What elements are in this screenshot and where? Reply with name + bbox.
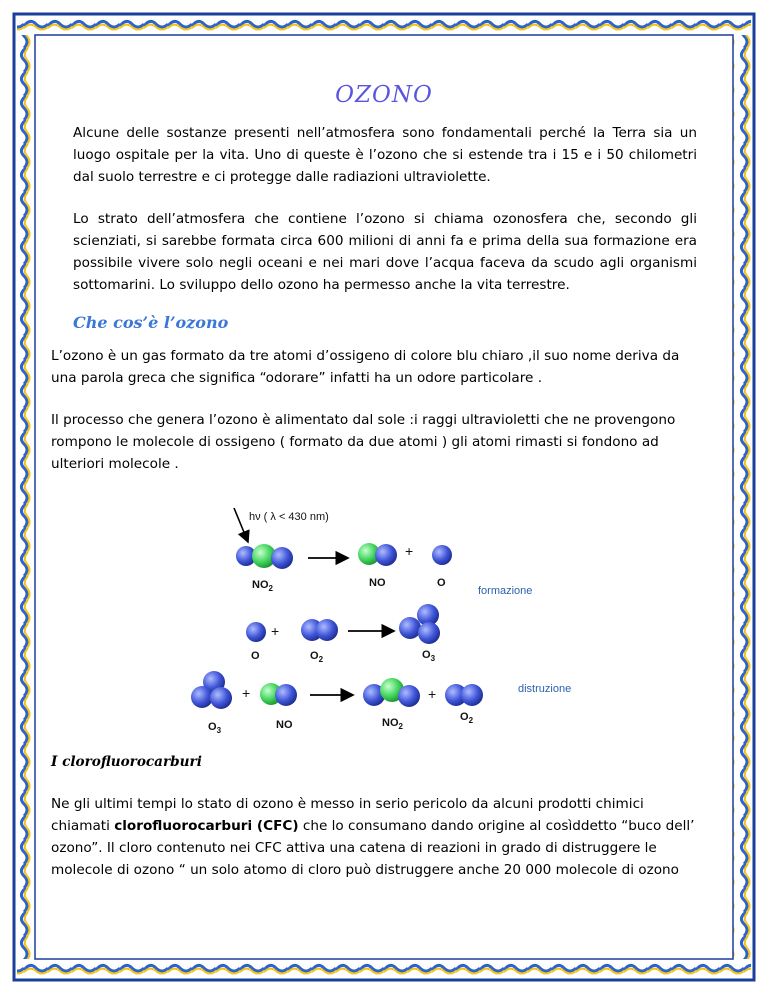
plus-sign: + (242, 685, 251, 701)
molecule-no (358, 543, 397, 566)
text-line: molecole di ozono “ un solo atomo di cloro può distruggere anche 20 000 molecole di ozono (51, 862, 679, 878)
intro-paragraph-2: Lo strato dell’atmosfera che contiene l’ozono si chiama ozonosfera che, secondo gli scienziati, si sarebbe formata circa 600 milioni di anni fa e prima della sua formazione era possibile vivere solo negli oceani e nei mari dove l’acqua faceva da scudo agli organismi sottomarini. Lo sviluppo dello ozono ha permesso anche la vita terrestre. (73, 211, 697, 293)
intro-paragraph-1: Alcune delle sostanze presenti nell’atmosfera sono fondamentali perché la Terra sia un luogo ospitale per la vita. Uno di queste è l’ozono che si estende tra i 15 e i 50 chilometri dal suolo terrestre e ci protegge dalle radiazioni ultraviolette. (73, 125, 697, 185)
light-arrow (234, 508, 248, 542)
molecule-o2 (445, 684, 483, 706)
paragraph-ozone-process (51, 409, 713, 475)
label-o: O (437, 577, 446, 589)
paragraph-cfc (51, 793, 713, 881)
label-no: NO (369, 577, 386, 589)
label-o2: $O_2$ (310, 650, 324, 664)
light-wavelength-label: hν ( λ < 430 nm) (249, 511, 329, 523)
formation-label: formazione (478, 585, 533, 597)
plus-sign: + (428, 686, 437, 702)
molecule-no2 (236, 544, 293, 569)
label-o: O (251, 650, 260, 662)
label-no2: $NO_2$ (252, 579, 273, 593)
label-no2: $NO_2$ (382, 717, 403, 731)
ozone-reaction-diagram (188, 494, 588, 744)
molecule-o2 (301, 619, 338, 641)
section-heading-ozone: Che cos’è l’ozono (73, 313, 229, 332)
plus-sign: + (271, 623, 280, 639)
molecule-o3 (399, 604, 440, 644)
text-line: chiamati clorofluorocarburi (CFC) che lo consumano dando origine al cosìddetto “buco dell’ (51, 818, 695, 834)
molecule-no2 (363, 678, 420, 707)
text-line: ozono”. Il cloro contenuto nei CFC attiva una catena di reazioni in grado di distruggere le (51, 840, 657, 856)
label-o2: $O_2$ (460, 711, 474, 725)
text-line: Ne gli ultimi tempi lo stato di ozono è messo in serio pericolo da alcuni prodotti chimici (51, 796, 644, 812)
section-heading-cfc: I clorofluorocarburi (51, 754, 202, 770)
atom-o (246, 622, 266, 642)
text-line: ulteriori molecole . (51, 456, 179, 472)
text-line: rompono le molecole di ossigeno ( formato da due atomi ) gli atomi rimasti si fondono ad (51, 434, 659, 450)
text-line: L’ozono è un gas formato da tre atomi d’ossigeno di colore blu chiaro ,il suo nome deriva da (51, 348, 680, 364)
label-no: NO (276, 719, 293, 731)
paragraph-ozone-definition (51, 345, 713, 389)
label-o3: $O_3$ (422, 649, 436, 663)
atom-o (432, 545, 452, 565)
page-title: OZONO (335, 82, 433, 108)
molecule-no (260, 683, 297, 706)
molecule-o3 (191, 671, 232, 709)
text-line: una parola greca che significa “odorare” infatti ha un odore particolare . (51, 370, 543, 386)
cfc-term: clorofluorocarburi (CFC) (114, 818, 299, 834)
plus-sign: + (405, 543, 414, 559)
destruction-label: distruzione (518, 683, 572, 695)
label-o3: $O_3$ (208, 721, 222, 735)
text-line: Il processo che genera l’ozono è alimentato dal sole :i raggi ultravioletti che ne provengono (51, 412, 676, 428)
